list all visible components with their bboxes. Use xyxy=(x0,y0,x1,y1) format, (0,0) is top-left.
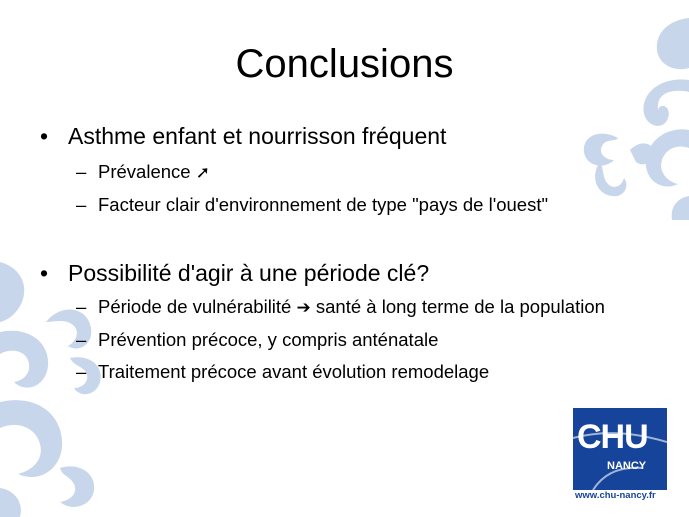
sub-bullet-item xyxy=(40,295,640,320)
slide-title: Conclusions xyxy=(235,42,454,86)
logo-chu-text: CHU xyxy=(577,418,648,456)
sub-bullet-text: Traitement précoce avant évolution remodelage xyxy=(98,361,490,382)
sub-bullet-text: Facteur clair d'environnement de type "pays de l'ouest" xyxy=(98,194,549,215)
sub-bullet-item xyxy=(40,360,640,384)
sub-bullet-text: Période de vulnérabilité xyxy=(98,296,292,317)
sub-bullet-item xyxy=(40,193,640,217)
sub-bullet-item xyxy=(40,160,640,185)
dash-marker: – xyxy=(76,296,87,317)
arrow-right-icon: ➔ xyxy=(296,298,311,318)
dash-marker: – xyxy=(76,329,87,350)
bullet-item xyxy=(40,122,640,150)
bullet-marker: • xyxy=(40,260,49,286)
bullet-item xyxy=(40,259,640,287)
arrow-up-right-icon: ➚ xyxy=(195,163,210,183)
bullet-marker: • xyxy=(40,123,49,149)
logo-url-text: www.chu-nancy.fr xyxy=(575,490,656,501)
bullet-list xyxy=(40,122,640,384)
sub-bullet-text: Prévalence xyxy=(98,161,191,182)
dash-marker: – xyxy=(76,361,87,382)
logo-nancy-text: NANCY xyxy=(607,460,647,472)
sub-bullet-item xyxy=(40,328,640,352)
bullet-text: Possibilité d'agir à une période clé? xyxy=(68,260,430,286)
dash-marker: – xyxy=(76,194,87,215)
bullet-text: Asthme enfant et nourrisson fréquent xyxy=(68,123,447,149)
chu-nancy-logo xyxy=(573,408,667,490)
sub-bullet-text: Prévention précoce, y compris anténatale xyxy=(98,329,439,350)
sub-bullet-text: santé à long terme de la population xyxy=(315,296,605,317)
dash-marker: – xyxy=(76,161,87,182)
